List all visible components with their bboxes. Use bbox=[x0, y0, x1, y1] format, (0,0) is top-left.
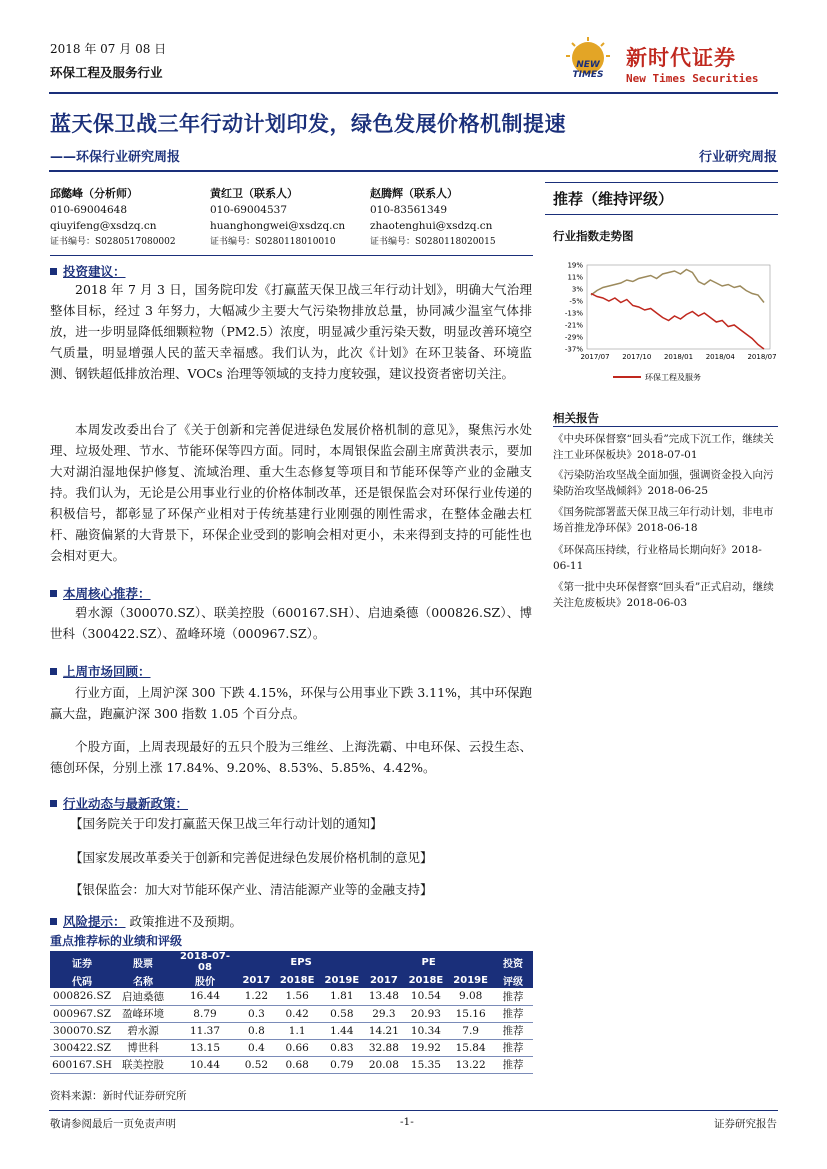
table-cell: 20.08 bbox=[364, 1056, 403, 1073]
y-tick-label: -21% bbox=[564, 321, 583, 330]
y-tick-label: -29% bbox=[564, 333, 583, 342]
brand-logo bbox=[558, 36, 618, 88]
table-cell: 1.22 bbox=[238, 988, 275, 1005]
table-title: 重点推荐标的业绩和评级 bbox=[50, 934, 183, 948]
table-cell: 15.16 bbox=[448, 1005, 493, 1022]
table-header: 2017 bbox=[364, 973, 403, 988]
table-cell: 启迪桑德 bbox=[114, 988, 172, 1005]
related-report-5[interactable] bbox=[553, 579, 778, 611]
x-tick-label: 2017/10 bbox=[622, 353, 652, 361]
x-tick-label: 2018/04 bbox=[705, 353, 735, 361]
analyst-cert: 证书编号：S0280118020015 bbox=[370, 237, 496, 247]
table-cell: 0.58 bbox=[320, 1005, 365, 1022]
table-cell: 0.79 bbox=[320, 1056, 365, 1073]
table-header: PE bbox=[364, 951, 493, 973]
table-row bbox=[50, 1005, 533, 1022]
table-cell: 15.84 bbox=[448, 1039, 493, 1056]
table-cell: 13.15 bbox=[172, 1039, 238, 1056]
analyst-phone: 010-69004537 bbox=[210, 204, 288, 216]
related-report-1[interactable] bbox=[553, 431, 778, 463]
legend-label: 环保工程及服务 bbox=[645, 373, 701, 382]
sidebar-rating-rule bbox=[545, 214, 778, 215]
table-cell: 10.44 bbox=[172, 1056, 238, 1073]
table-cell: 0.83 bbox=[320, 1039, 365, 1056]
analyst-phone: 010-69004648 bbox=[50, 204, 128, 216]
analyst-name: 黄红卫（联系人） bbox=[210, 187, 298, 200]
analyst-card-3 bbox=[370, 186, 496, 250]
chart-title: 行业指数走势图 bbox=[553, 229, 634, 243]
table-cell: 0.3 bbox=[238, 1005, 275, 1022]
analyst-name: 赵腾辉（联系人） bbox=[370, 187, 458, 200]
table-row bbox=[50, 1039, 533, 1056]
industry-label: 环保工程及服务行业 bbox=[50, 65, 163, 80]
bullet-square-icon bbox=[50, 268, 57, 275]
table-header: EPS bbox=[238, 951, 364, 973]
table-header: 2018E bbox=[275, 973, 320, 988]
policy-item-3[interactable]: 【银保监会：加大对节能环保产业、清洁能源产业等的金融支持】 bbox=[70, 882, 433, 897]
report-link-title[interactable]: 《中央环保督察“回头看”完成下沉工作，继续关注工业环保板块》 bbox=[553, 433, 774, 461]
table-cell: 14.21 bbox=[364, 1022, 403, 1039]
table-cell: 19.92 bbox=[404, 1039, 449, 1056]
table-cell: 29.3 bbox=[364, 1005, 403, 1022]
header-divider bbox=[49, 92, 778, 94]
series-line-2 bbox=[591, 294, 764, 350]
table-header: 2017 bbox=[238, 973, 275, 988]
title-divider bbox=[49, 170, 778, 172]
table-cell: 8.79 bbox=[172, 1005, 238, 1022]
table-cell: 10.54 bbox=[404, 988, 449, 1005]
table-row bbox=[50, 988, 533, 1005]
table-cell: 0.4 bbox=[238, 1039, 275, 1056]
table-header: 证券 bbox=[50, 951, 114, 973]
table-cell: 推荐 bbox=[493, 988, 533, 1005]
report-link-title[interactable]: 《环保高压持续，行业格局长期向好》 bbox=[553, 544, 732, 556]
table-header: 投资 bbox=[493, 951, 533, 973]
analyst-card-1 bbox=[50, 186, 176, 250]
table-cell: 300070.SZ bbox=[50, 1022, 114, 1039]
report-date: 2018-06-25 bbox=[647, 485, 709, 497]
table-cell: 推荐 bbox=[493, 1039, 533, 1056]
table-header: 代码 bbox=[50, 973, 114, 988]
related-reports-rule bbox=[553, 426, 778, 427]
analyst-phone: 010-83561349 bbox=[370, 204, 448, 216]
y-tick-label: 3% bbox=[571, 285, 583, 294]
market-paragraph-2: 个股方面，上周表现最好的五只个股为三维丝、上海洗霸、中电环保、云投生态、德创环保，分别上涨 17.84%、9.20%、8.53%、5.85%、4.42%。 bbox=[50, 739, 532, 775]
report-link-title[interactable]: 《第一批中央环保督察“回头看”正式启动，继续关注危废板块》 bbox=[553, 581, 774, 609]
table-cell: 9.08 bbox=[448, 988, 493, 1005]
analyst-cert: 证书编号：S0280517080002 bbox=[50, 237, 176, 247]
table-header: 名称 bbox=[114, 973, 172, 988]
investment-paragraph-1: 2018 年 7 月 3 日，国务院印发《打赢蓝天保卫战三年行动计划》，明确大气治理整体目标，经过 3 年努力，大幅减少主要大气污染物排放总量，协同减少温室气体排放，进一步明显降低细颗粒物（PM2.5）浓度，明显减少重污染天数，明显改善环境空气质量，明显增强人民的蓝天幸福感。我们认为，此次《计划》在环卫装备、环境监测、钢铁超低排放治理、VOCs 治理等领域的支持力度较强，建议投资者密切关注。 bbox=[50, 282, 532, 381]
table-cell: 600167.SH bbox=[50, 1056, 114, 1073]
section-market-heading: 上周市场回顾： bbox=[50, 662, 151, 680]
brand-name-en: New Times Securities bbox=[626, 72, 759, 85]
table-header: 2019E bbox=[448, 973, 493, 988]
table-header: 评级 bbox=[493, 973, 533, 988]
table-cell: 0.8 bbox=[238, 1022, 275, 1039]
y-tick-label: -13% bbox=[564, 309, 583, 318]
table-cell: 1.1 bbox=[275, 1022, 320, 1039]
brand-name-cn: 新时代证券 bbox=[626, 45, 736, 70]
policy-item-2[interactable]: 【国家发展改革委关于创新和完善促进绿色发展价格机制的意见】 bbox=[70, 850, 433, 865]
index-trend-chart bbox=[553, 252, 778, 387]
section-investment-heading: 投资建议： bbox=[50, 262, 126, 280]
bullet-square-icon bbox=[50, 590, 57, 597]
table-cell: 20.93 bbox=[404, 1005, 449, 1022]
table-cell: 0.66 bbox=[275, 1039, 320, 1056]
investment-paragraph-2: 本周发改委出台了《关于创新和完善促进绿色发展价格机制的意见》，聚焦污水处理、垃圾处理、节水、节能环保等四方面。同时，本周银保监会副主席黄洪表示，要加大对湖泊湿地保护修复、流域治理、重大生态修复等项目和节能环保等产业的金融支持。我们认为，无论是公用事业行业的价格体制改革，还是银保监会对环保行业传递的积极信号，都彰显了环保产业相对于传统基建行业刚强的刚性需求，在整体金融去杠杆、融资偏紧的大背景下，环保企业受到的影响会相对更小，未来得到支持的可能性也会相对更大。 bbox=[50, 422, 532, 563]
section-risk: 风险提示： 政策推进不及预期。 bbox=[50, 912, 242, 930]
bullet-square-icon bbox=[50, 918, 57, 925]
report-date: 2018-07-01 bbox=[637, 449, 698, 461]
logo-text: NEW TIMES bbox=[572, 60, 604, 80]
footer-disclaimer[interactable]: 敬请参阅最后一页免责声明 bbox=[50, 1118, 176, 1130]
analyst-email[interactable]: zhaotenghui@xsdzq.cn bbox=[370, 220, 493, 232]
table-cell: 0.68 bbox=[275, 1056, 320, 1073]
analyst-card-2 bbox=[210, 186, 345, 250]
table-header: 2019E bbox=[320, 973, 365, 988]
section-policy-heading: 行业动态与最新政策： bbox=[50, 794, 188, 812]
table-cell: 13.22 bbox=[448, 1056, 493, 1073]
footer-report-type: 证券研究报告 bbox=[714, 1118, 777, 1130]
analyst-divider bbox=[50, 255, 533, 256]
y-tick-label: 19% bbox=[567, 261, 583, 270]
sidebar-top-rule bbox=[545, 182, 778, 183]
performance-table bbox=[50, 951, 533, 1074]
table-cell: 碧水源 bbox=[114, 1022, 172, 1039]
x-tick-label: 2018/01 bbox=[663, 353, 694, 361]
analyst-email[interactable]: qiuyifeng@xsdzq.cn bbox=[50, 220, 157, 232]
table-cell: 1.44 bbox=[320, 1022, 365, 1039]
table-header: 2018-07-08 bbox=[172, 951, 238, 973]
table-header-row-1 bbox=[50, 951, 533, 973]
x-tick-label: 2017/07 bbox=[580, 353, 610, 361]
table-cell: 1.81 bbox=[320, 988, 365, 1005]
table-cell: 300422.SZ bbox=[50, 1039, 114, 1056]
report-title: 蓝天保卫战三年行动计划印发，绿色发展价格机制提速 bbox=[50, 111, 566, 136]
footer-divider bbox=[49, 1110, 778, 1111]
report-date: 2018 年 07 月 08 日 bbox=[50, 42, 167, 56]
related-report-3[interactable] bbox=[553, 504, 778, 536]
report-type: 行业研究周报 bbox=[698, 150, 777, 165]
policy-item-1[interactable]: 【国务院关于印发打赢蓝天保卫战三年行动计划的通知】 bbox=[70, 816, 383, 831]
x-tick-label: 2018/07 bbox=[747, 353, 777, 361]
rating-label: 推荐（维持评级） bbox=[553, 190, 674, 208]
y-tick-label: -5% bbox=[569, 297, 583, 306]
report-date: 2018-06-11 bbox=[553, 544, 762, 572]
report-subtitle: ——环保行业研究周报 bbox=[50, 150, 181, 165]
table-cell: 0.42 bbox=[275, 1005, 320, 1022]
report-link-title[interactable]: 《污染防治攻坚战全面加强，强调资金投入向污染防治攻坚战倾斜》 bbox=[553, 469, 774, 497]
y-tick-label: 11% bbox=[567, 273, 583, 282]
y-tick-label: -37% bbox=[564, 345, 583, 354]
table-cell: 000826.SZ bbox=[50, 988, 114, 1005]
report-date: 2018-06-03 bbox=[626, 597, 688, 609]
table-cell: 000967.SZ bbox=[50, 1005, 114, 1022]
table-cell: 16.44 bbox=[172, 988, 238, 1005]
table-cell: 推荐 bbox=[493, 1005, 533, 1022]
table-cell: 推荐 bbox=[493, 1022, 533, 1039]
report-date: 2018-06-18 bbox=[637, 522, 698, 534]
risk-text: 政策推进不及预期。 bbox=[129, 914, 243, 929]
table-header: 2018E bbox=[404, 973, 449, 988]
page-number: -1- bbox=[400, 1116, 414, 1128]
table-row bbox=[50, 1022, 533, 1039]
analyst-cert: 证书编号：S0280118010010 bbox=[210, 237, 336, 247]
related-report-4[interactable] bbox=[553, 542, 778, 574]
table-header: 股票 bbox=[114, 951, 172, 973]
table-row bbox=[50, 1056, 533, 1073]
table-cell: 10.34 bbox=[404, 1022, 449, 1039]
market-paragraph-1: 行业方面，上周沪深 300 下跌 4.15%，环保与公用事业下跌 3.11%，其中环保跑赢大盘，跑赢沪深 300 指数 1.05 个百分点。 bbox=[50, 685, 532, 721]
table-cell: 盈峰环境 bbox=[114, 1005, 172, 1022]
table-cell: 1.56 bbox=[275, 988, 320, 1005]
analyst-email[interactable]: huanghongwei@xsdzq.cn bbox=[210, 220, 346, 232]
table-cell: 0.52 bbox=[238, 1056, 275, 1073]
report-link-title[interactable]: 《国务院部署蓝天保卫战三年行动计划，非电市场首推龙净环保》 bbox=[553, 506, 774, 534]
table-cell: 联美控股 bbox=[114, 1056, 172, 1073]
table-cell: 博世科 bbox=[114, 1039, 172, 1056]
chart-plot-area bbox=[587, 265, 770, 349]
related-reports-title: 相关报告 bbox=[553, 411, 599, 425]
table-cell: 13.48 bbox=[364, 988, 403, 1005]
table-cell: 11.37 bbox=[172, 1022, 238, 1039]
section-core-heading: 本周核心推荐： bbox=[50, 584, 151, 602]
analyst-name: 邱懿峰（分析师） bbox=[50, 187, 138, 200]
table-cell: 7.9 bbox=[448, 1022, 493, 1039]
table-source: 资料来源：新时代证券研究所 bbox=[50, 1090, 187, 1102]
table-header: 股价 bbox=[172, 973, 238, 988]
bullet-square-icon bbox=[50, 800, 57, 807]
table-header-row-2 bbox=[50, 973, 533, 988]
table-cell: 32.88 bbox=[364, 1039, 403, 1056]
table-cell: 推荐 bbox=[493, 1056, 533, 1073]
bullet-square-icon bbox=[50, 668, 57, 675]
core-recommendations: 碧水源（300070.SZ）、联美控股（600167.SH）、启迪桑德（000826.SZ）、博世科（300422.SZ）、盈峰环境（000967.SZ）。 bbox=[50, 605, 532, 641]
table-cell: 15.35 bbox=[404, 1056, 449, 1073]
series-line-1 bbox=[591, 270, 764, 303]
related-report-2[interactable] bbox=[553, 467, 778, 499]
